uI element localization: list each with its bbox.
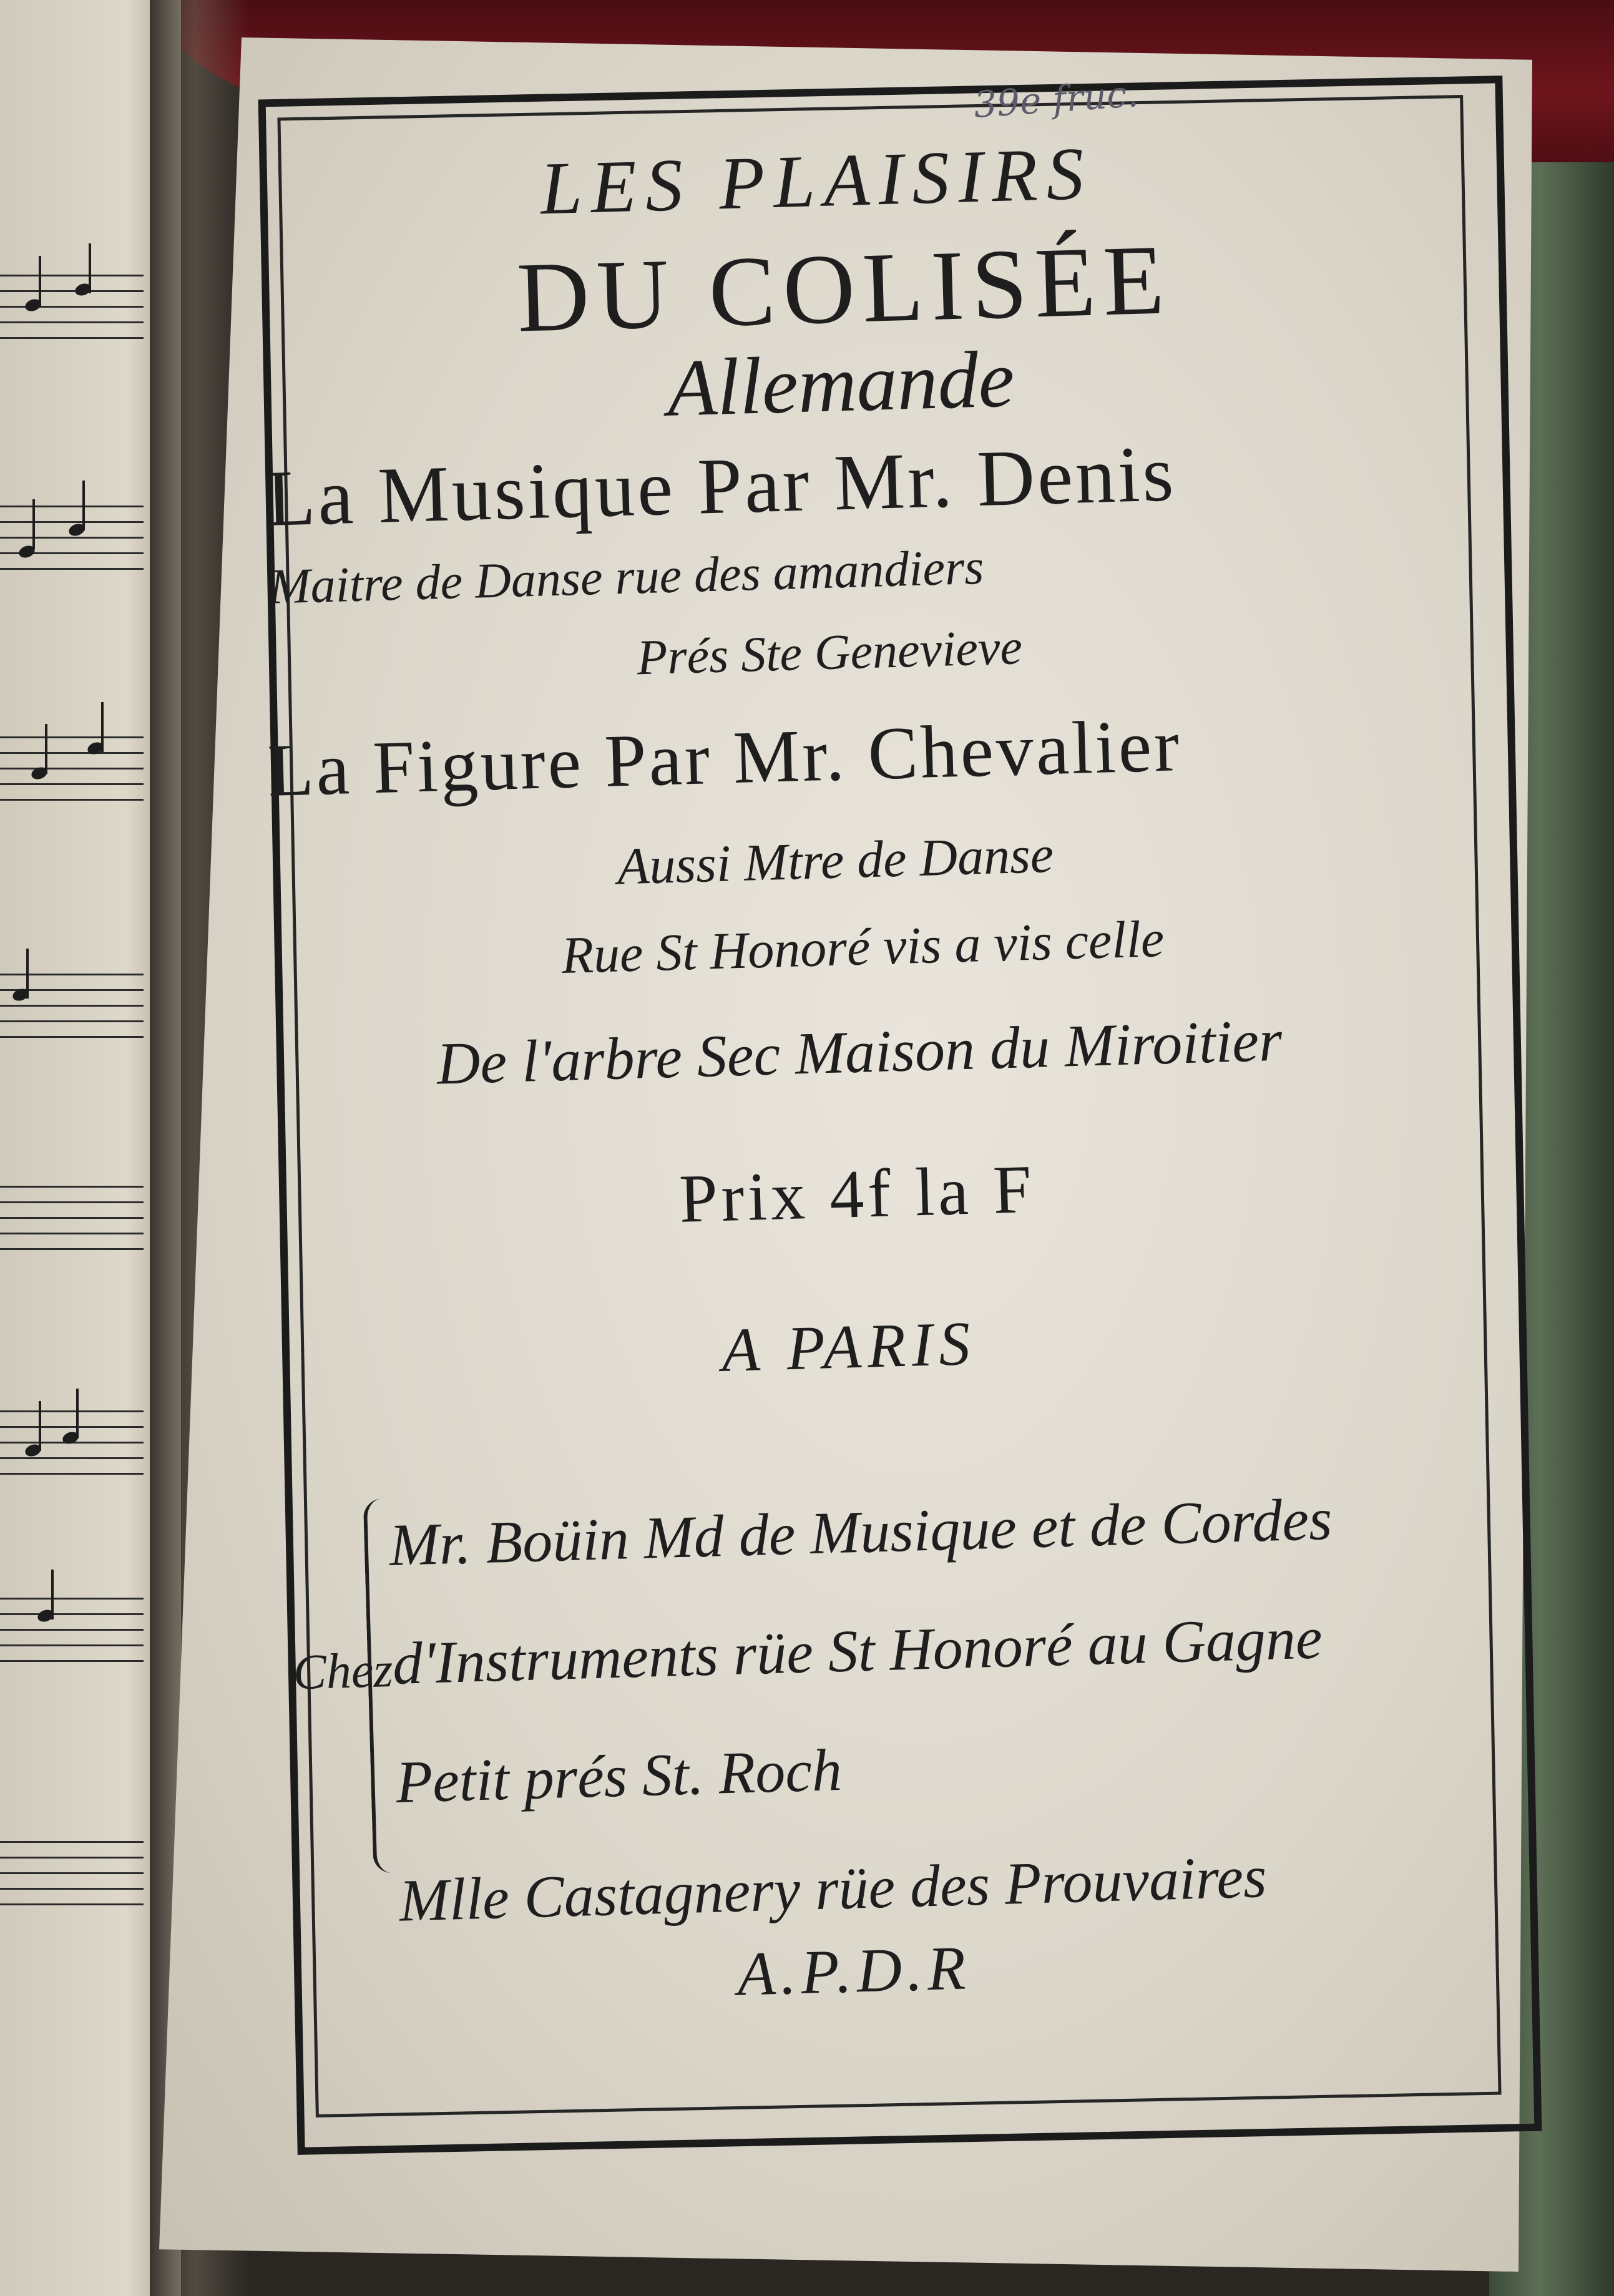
figure-address-2: De l'arbre Sec Maison du Miroitier (436, 1006, 1283, 1097)
music-staff (0, 493, 144, 587)
music-staff (0, 1398, 144, 1492)
sellers-prefix: Chez (292, 1642, 394, 1701)
seller-line: Mr. Boüin Md de Musique et de Cordes (388, 1485, 1333, 1579)
music-staff (0, 1173, 144, 1267)
music-address-1: Maitre de Danse rue des amandiers (268, 539, 985, 615)
figure-title: Aussi Mtre de Danse (616, 825, 1055, 896)
title-line-1: LES PLAISIRS (539, 131, 1094, 230)
seller-line: d'Instruments rüe St Honoré au Gagne (391, 1604, 1323, 1697)
title-line-3: Allemande (666, 334, 1016, 434)
figure-address-1: Rue St Honoré vis a vis celle (560, 910, 1165, 985)
sellers-list (388, 1457, 1462, 1960)
music-staff (0, 1585, 144, 1679)
seller-line: Petit prés St. Roch (394, 1736, 843, 1815)
figure-credit: La Figure Par Mr. Chevalier (267, 703, 1183, 812)
place: A PARIS (720, 1308, 977, 1385)
privilege: A.P.D.R (736, 1933, 972, 2009)
music-staff (0, 724, 144, 818)
music-staff (0, 961, 144, 1055)
music-staff (0, 262, 144, 356)
seller-line: Mlle Castagnery rüe des Prouvaires (398, 1843, 1268, 1934)
price: Prix 4f la F (678, 1150, 1037, 1237)
handwritten-note: 39e fruc. (972, 72, 1140, 127)
title-line-2: DU COLISÉE (516, 223, 1173, 353)
music-address-2: Prés Ste Genevieve (636, 620, 1023, 686)
music-staff (0, 1829, 144, 1922)
title-page-text (262, 96, 1469, 2031)
music-credit: La Musique Par Mr. Denis (265, 429, 1177, 543)
